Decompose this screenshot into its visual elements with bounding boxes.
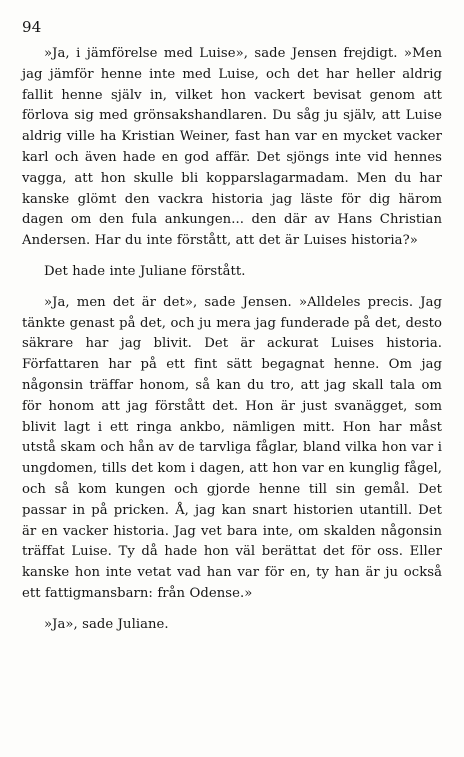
paragraph-2: Det hade inte Juliane förstått.: [44, 263, 246, 279]
page-number: 94: [22, 18, 42, 36]
paragraph-1: »Ja, i jämförelse med Luise», sade Jensen frejdigt. »Men jag jämför henne inte med Luise, och det har heller aldrig fallit henne själv in, vilket hon vackert bevisat genom att förlova sig med grönsakshandlaren. Du såg ju själv, att Luise aldrig ville ha Kristian Weiner, fast han var en mycket vacker karl och även hade en god affär. Det sjöngs inte vid hennes vagga, att hon skulle bli kopparslagarmadam. Men du har kanske glömt den vackra historia jag läste för dig härom dagen om den fula ankungen... den där av Hans Christian Andersen. Har du inte förstått, att det är Luises historia?»: [22, 46, 442, 249]
page-text: [22, 44, 442, 636]
paragraph-4: »Ja», sade Juliane.: [44, 616, 169, 632]
paragraph-3: »Ja, men det är det», sade Jensen. »Alldeles precis. Jag tänkte genast på det, och ju mera jag funderade på det, desto säkrare har jag blivit. Det är ackurat Luises historia. Författaren har på ett fint sätt begagnat henne. Om jag någonsin träffar honom, så kan du tro, att jag skall tala om för honom att jag förstått det. Hon är just svanägget, som blivit lagt i ett ringa ankbo, nämligen mitt. Hon har måst utstå skam och hån av de tarvliga fåglar, bland vilka hon var i ungdomen, tills det kom i dagen, att hon var en kunglig fågel, och så kom kungen och gjorde henne till sin gemål. Det passar in på pricken. Å, jag kan snart historien utantill. Det är en vacker historia. Jag vet bara inte, om skalden någonsin träffat Luise. Ty då hade hon väl berättat det för oss. Eller kanske hon inte vetat vad han var för en, ty han är ju också ett fattigmansbarn: från Odense.»: [22, 294, 442, 601]
